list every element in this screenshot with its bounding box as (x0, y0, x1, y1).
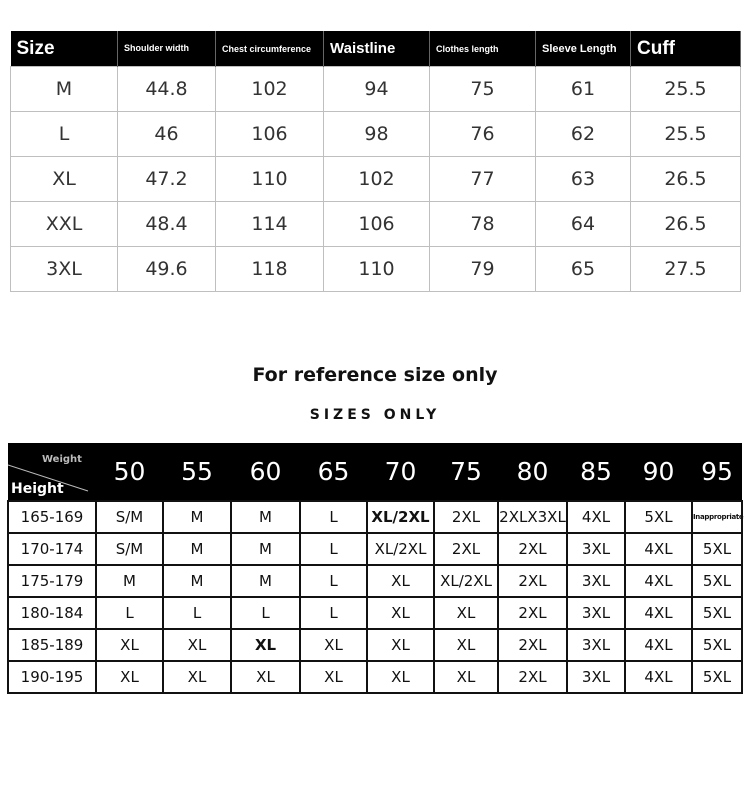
table-cell: 98 (324, 112, 430, 157)
size-cell: 5XL (692, 629, 742, 661)
header-sleeve-length: Sleeve Length (536, 31, 631, 67)
size-cell: XL/2XL (367, 501, 434, 533)
size-cell: 5XL (625, 501, 692, 533)
size-cell: 4XL (625, 661, 692, 693)
table-row (11, 202, 741, 247)
table-cell: 106 (216, 112, 324, 157)
size-cell: XL (367, 597, 434, 629)
header-waistline: Waistline (324, 31, 430, 67)
table-cell: 78 (430, 202, 536, 247)
size-cell: M (163, 533, 231, 565)
size-cell: XL (96, 661, 163, 693)
table-cell: 27.5 (631, 247, 741, 292)
size-cell: 2XL (498, 565, 567, 597)
size-cell: L (300, 597, 367, 629)
size-cell: M (231, 533, 300, 565)
table-cell: 102 (216, 67, 324, 112)
table-cell: 62 (536, 112, 631, 157)
table-row (11, 247, 741, 292)
size-cell: XL (434, 629, 498, 661)
table-cell: 64 (536, 202, 631, 247)
reference-title: For reference size only (252, 364, 498, 386)
header-clothes-length: Clothes length (430, 31, 536, 67)
size-cell: XL (367, 661, 434, 693)
size-cell: Inappropriate (692, 501, 742, 533)
size-cell: 5XL (692, 565, 742, 597)
weight-header: 90 (625, 443, 692, 501)
header-size: Size (11, 31, 118, 67)
table-cell: 3XL (11, 247, 118, 292)
size-cell: 2XL (434, 501, 498, 533)
table-cell: 49.6 (118, 247, 216, 292)
corner-height-label: Height (11, 481, 64, 497)
size-cell: L (96, 597, 163, 629)
size-cell: L (231, 597, 300, 629)
height-cell: 180-184 (8, 597, 96, 629)
table-cell: 76 (430, 112, 536, 157)
table-cell: XXL (11, 202, 118, 247)
corner-weight-label: Weight (42, 454, 82, 465)
table-header-row (8, 443, 742, 501)
weight-header: 65 (300, 443, 367, 501)
table-row (11, 67, 741, 112)
weight-header: 50 (96, 443, 163, 501)
table-row (11, 157, 741, 202)
size-cell: 5XL (692, 597, 742, 629)
table-cell: 61 (536, 67, 631, 112)
height-cell: 185-189 (8, 629, 96, 661)
size-cell: 2XL (498, 597, 567, 629)
weight-header: 85 (567, 443, 625, 501)
header-chest: Chest circumference (216, 31, 324, 67)
size-cell: 4XL (625, 533, 692, 565)
table-row (8, 501, 742, 533)
table-cell: 26.5 (631, 202, 741, 247)
table-row (8, 629, 742, 661)
weight-header: 75 (434, 443, 498, 501)
weight-header: 80 (498, 443, 567, 501)
weight-header: 55 (163, 443, 231, 501)
size-cell: XL (231, 629, 300, 661)
size-cell: 5XL (692, 661, 742, 693)
height-cell: 175-179 (8, 565, 96, 597)
table-row (8, 661, 742, 693)
size-cell: 2XLX3XL (498, 501, 567, 533)
table-cell: 106 (324, 202, 430, 247)
table-cell: 65 (536, 247, 631, 292)
size-cell: XL (163, 661, 231, 693)
size-cell: XL (434, 661, 498, 693)
table-cell: 47.2 (118, 157, 216, 202)
size-cell: 3XL (567, 533, 625, 565)
table-cell: 25.5 (631, 67, 741, 112)
size-cell: 4XL (567, 501, 625, 533)
size-cell: M (163, 565, 231, 597)
size-cell: M (231, 501, 300, 533)
table-cell: 79 (430, 247, 536, 292)
size-cell: XL (96, 629, 163, 661)
table-cell: 25.5 (631, 112, 741, 157)
table-row (8, 533, 742, 565)
table-cell: 44.8 (118, 67, 216, 112)
table-cell: XL (11, 157, 118, 202)
table-cell: 63 (536, 157, 631, 202)
size-cell: XL (367, 629, 434, 661)
size-cell: M (96, 565, 163, 597)
size-cell: XL (434, 597, 498, 629)
table-cell: 102 (324, 157, 430, 202)
size-cell: 4XL (625, 565, 692, 597)
height-cell: 170-174 (8, 533, 96, 565)
size-cell: XL (231, 661, 300, 693)
height-cell: 165-169 (8, 501, 96, 533)
table-cell: M (11, 67, 118, 112)
size-cell: XL/2XL (434, 565, 498, 597)
size-cell: 3XL (567, 597, 625, 629)
size-cell: XL (300, 629, 367, 661)
height-weight-fit-table (7, 443, 743, 694)
weight-header: 60 (231, 443, 300, 501)
size-cell: XL (300, 661, 367, 693)
table-header-row (11, 31, 741, 67)
table-cell: 75 (430, 67, 536, 112)
size-cell: 2XL (498, 629, 567, 661)
size-cell: L (300, 533, 367, 565)
table-cell: 48.4 (118, 202, 216, 247)
weight-header: 70 (367, 443, 434, 501)
size-cell: S/M (96, 533, 163, 565)
size-cell: XL/2XL (367, 533, 434, 565)
size-cell: 2XL (498, 533, 567, 565)
table-cell: 46 (118, 112, 216, 157)
reference-subtitle: SIZES ONLY (309, 407, 441, 423)
table-cell: 110 (324, 247, 430, 292)
table-row (8, 565, 742, 597)
table-cell: 26.5 (631, 157, 741, 202)
size-cell: 3XL (567, 565, 625, 597)
size-cell: M (163, 501, 231, 533)
header-shoulder-width: Shoulder width (118, 31, 216, 67)
table-row (8, 597, 742, 629)
table-cell: 77 (430, 157, 536, 202)
size-cell: 4XL (625, 629, 692, 661)
height-cell: 190-195 (8, 661, 96, 693)
size-cell: L (163, 597, 231, 629)
size-cell: 2XL (498, 661, 567, 693)
table-cell: 94 (324, 67, 430, 112)
size-cell: 2XL (434, 533, 498, 565)
size-cell: 4XL (625, 597, 692, 629)
corner-header (8, 443, 96, 501)
table-row (11, 112, 741, 157)
table-cell: L (11, 112, 118, 157)
table-cell: 114 (216, 202, 324, 247)
weight-header: 95 (692, 443, 742, 501)
size-cell: XL (163, 629, 231, 661)
size-cell: L (300, 565, 367, 597)
size-cell: S/M (96, 501, 163, 533)
size-cell: M (231, 565, 300, 597)
size-cell: 3XL (567, 629, 625, 661)
table-cell: 110 (216, 157, 324, 202)
size-cell: XL (367, 565, 434, 597)
size-cell: 3XL (567, 661, 625, 693)
table-cell: 118 (216, 247, 324, 292)
size-measurement-table (10, 31, 741, 292)
header-cuff: Cuff (631, 31, 741, 67)
size-cell: 5XL (692, 533, 742, 565)
size-cell: L (300, 501, 367, 533)
